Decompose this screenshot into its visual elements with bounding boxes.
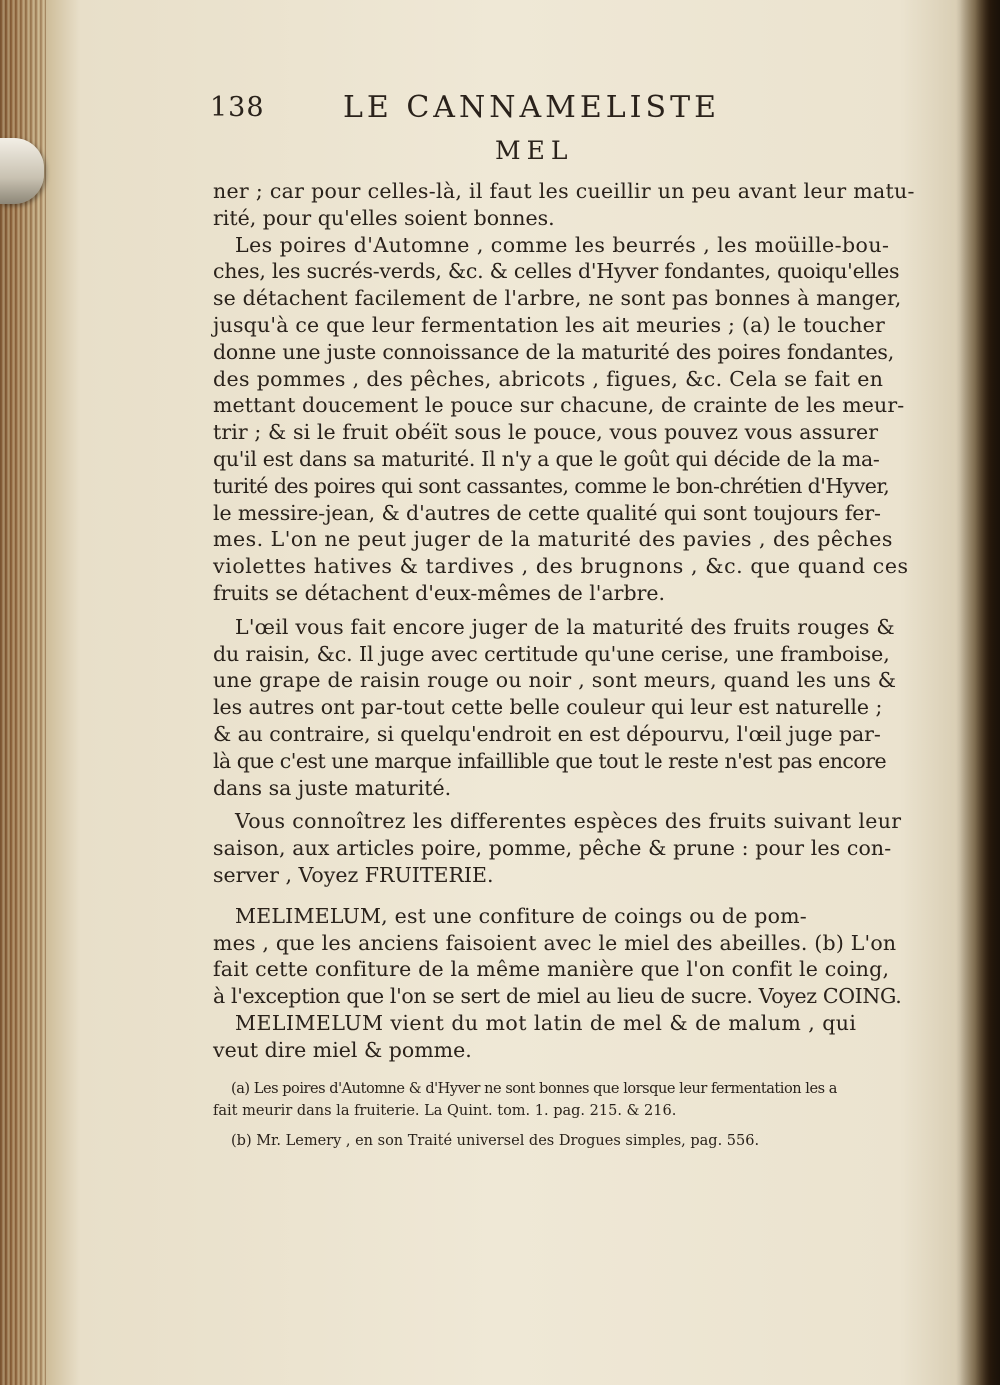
text-line: se détachent facilement de l'arbre, ne sont pas bonnes à manger,: [213, 286, 902, 311]
text-line: server , Voyez FRUITERIE.: [213, 862, 494, 887]
page-number: 138: [210, 92, 265, 123]
gutter-shadow: [956, 0, 1000, 1385]
running-head: [210, 88, 730, 132]
text-line: une grape de raisin rouge ou noir , sont meurs, quand les uns &: [213, 668, 897, 693]
text-line: mettant doucement le pouce sur chacune, de crainte de les meur-: [213, 393, 905, 418]
paragraph-space: [213, 607, 849, 614]
text-line: rité, pour qu'elles soient bonnes.: [213, 205, 555, 230]
footnotes: [213, 1078, 849, 1152]
footnote-space: [213, 1122, 849, 1130]
text-line: MELIMELUM vient du mot latin de mel & de malum , qui: [235, 1010, 857, 1035]
text-line: qu'il est dans sa maturité. Il n'y a que le goût qui décide de la ma-: [213, 446, 880, 471]
text-line: donne une juste connoissance de la maturité des poires fondantes,: [213, 339, 895, 364]
text-line: Les poires d'Automne , comme les beurrés , les moüille-bou-: [235, 232, 890, 257]
footnote-a-line-2: fait meurir dans la fruiterie. La Quint. tom. 1. pag. 215. & 216.: [213, 1103, 677, 1119]
text-line: ner ; car pour celles-là, il faut les cueillir un peu avant leur matu-: [213, 179, 915, 203]
text-line: fait cette confiture de la même manière que l'on confit le coing,: [213, 957, 890, 982]
entry-melimelum: MELIMELUM, est une confiture de coings ou de pom-: [235, 903, 807, 928]
footnote-a-line-1: (a) Les poires d'Automne & d'Hyver ne sont bonnes que lorsque leur fermentation les a: [231, 1081, 837, 1097]
text-line: dans sa juste maturité.: [213, 775, 452, 800]
text-line: violettes hatives & tardives , des brugnons , &c. que quand ces: [213, 554, 909, 579]
body-text: [213, 178, 915, 1064]
text-line: & au contraire, si quelqu'endroit en est dépourvu, l'œil juge par-: [213, 721, 881, 746]
text-line: veut dire miel & pomme.: [213, 1037, 472, 1062]
text-line: mes , que les anciens faisoient avec le miel des abeilles. (b) L'on: [213, 930, 897, 955]
text-line: les autres ont par-tout cette belle couleur qui leur est naturelle ;: [213, 695, 883, 720]
running-title: LE CANNAMELISTE: [343, 90, 720, 125]
printed-page: [205, 0, 915, 1385]
entry-space: [213, 889, 849, 903]
text-line: mes. L'on ne peut juger de la maturité des pavies , des pêches: [213, 527, 893, 552]
text-line: le messire-jean, & d'autres de cette qualité qui sont toujours fer-: [213, 500, 881, 525]
footnote-b: (b) Mr. Lemery , en son Traité universel des Drogues simples, pag. 556.: [231, 1133, 760, 1149]
text-line: à l'exception que l'on se sert de miel au lieu de sucre. Voyez COING.: [213, 984, 902, 1009]
left-page-edges: [0, 0, 46, 1385]
text-line: fruits se détachent d'eux-mêmes de l'arbre.: [213, 580, 666, 605]
section-heading: MEL: [495, 136, 574, 165]
text-line: des pommes , des pêches, abricots , figues, &c. Cela se fait en: [213, 366, 884, 391]
text-line: Vous connoîtrez les differentes espèces des fruits suivant leur: [235, 809, 902, 834]
paragraph-space: [213, 801, 849, 808]
text-line: du raisin, &c. Il juge avec certitude qu'une cerise, une framboise,: [213, 641, 890, 666]
text-line: jusqu'à ce que leur fermentation les ait meuries ; (a) le toucher: [213, 312, 886, 337]
text-line: saison, aux articles poire, pomme, pêche & prune : pour les con-: [213, 836, 892, 861]
text-line: turité des poires qui sont cassantes, comme le bon-chrétien d'Hyver,: [213, 473, 890, 498]
text-line: L'œil vous fait encore juger de la maturité des fruits rouges &: [235, 614, 895, 639]
text-line: là que c'est une marque infaillible que tout le reste n'est pas encore: [213, 748, 887, 773]
text-line: trir ; & si le fruit obéït sous le pouce, vous pouvez vous assurer: [213, 420, 879, 445]
text-line: ches, les sucrés-verds, &c. & celles d'Hyver fondantes, quoiqu'elles: [213, 259, 900, 284]
